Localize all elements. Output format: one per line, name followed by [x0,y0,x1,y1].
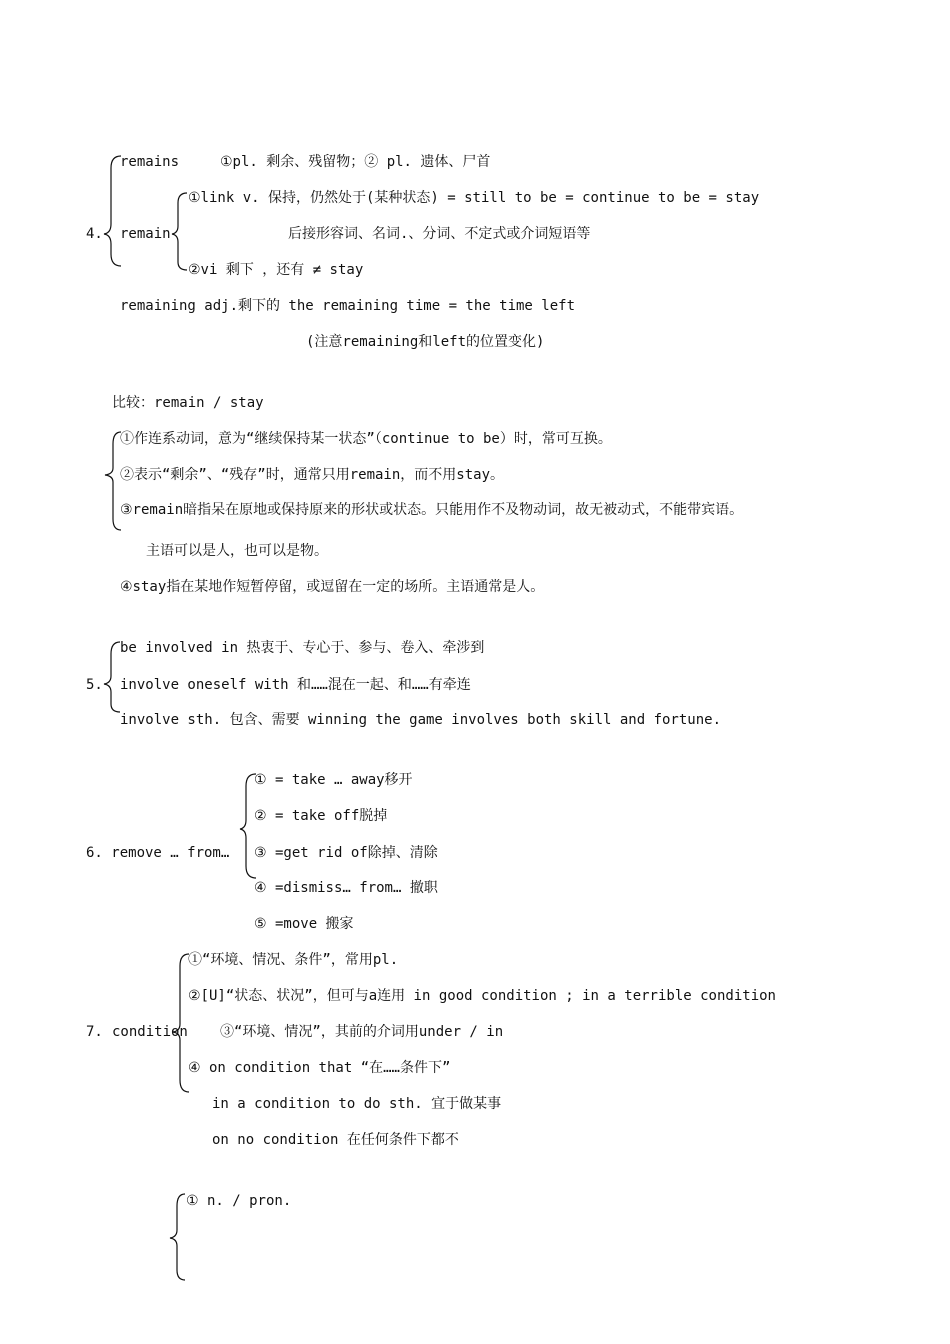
compare-item-4: ④stay指在某地作短暂停留，或逗留在一定的场所。主语通常是人。 [120,579,545,595]
next-item-1: ① n. / pron. [186,1193,292,1209]
compare-item-1: ①作连系动词，意为“继续保持某一状态”（continue to be）时，常可互换。 [120,431,612,447]
condition-item-6: on no condition 在任何条件下都不 [212,1132,459,1148]
word-remains: remains [120,154,180,170]
brace-s5 [104,642,120,712]
brace-s4-inner [172,193,187,270]
brace-s8 [170,1194,185,1280]
section-4-number: 4. [86,226,103,242]
remaining-line: remaining adj.剩下的 the remaining time = the time left [120,298,576,314]
involve-item-1: be involved in 热衷于、专心于、参与、卷入、牵涉到 [120,640,485,656]
brace-s4-outer [104,156,121,266]
brace-compare [105,432,121,530]
condition-item-2: ②[U]“状态、状况”，但可与a连用 in good condition ; in a terrible condition [188,988,776,1004]
word-remain: remain [120,226,171,242]
remove-item-2: ② = take off脱掉 [254,808,388,824]
section-5-number: 5. [86,677,103,693]
compare-item-3-cont: 主语可以是人，也可以是物。 [146,543,328,559]
condition-item-3: ③“环境、情况”，其前的介词用under / in [220,1024,504,1040]
condition-item-4: ④ on condition that “在……条件下” [188,1060,451,1076]
involve-item-3: involve sth. 包含、需要 winning the game involves both skill and fortune. [120,712,722,728]
remaining-note: (注意remaining和left的位置变化) [306,334,545,350]
compare-item-2: ②表示“剩余”、“残存”时，通常只用remain，而不用stay。 [120,467,505,483]
condition-item-1: ①“环境、情况、条件”，常用pl. [188,952,399,968]
remain-link-verb: ①link v. 保持，仍然处于(某种状态) = still to be = continue to be = stay [188,190,760,206]
section-7-number: 7. [86,1024,103,1040]
word-condition: condition [112,1024,188,1040]
condition-item-5: in a condition to do sth. 宜于做某事 [212,1096,502,1112]
remove-item-1: ① = take … away移开 [254,772,413,788]
remove-item-3: ③ =get rid of除掉、清除 [254,845,438,861]
remains-definition: ①pl. 剩余、残留物；② pl. 遗体、尸首 [220,154,491,170]
remain-vi: ②vi 剩下 ，还有 ≠ stay [188,262,364,278]
compare-title: 比较：remain / stay [112,395,264,411]
section-6-head: 6. remove … from… [86,845,230,861]
brace-s6 [240,774,256,878]
compare-item-3: ③remain暗指呆在原地或保持原来的形状或状态。只能用作不及物动词，故无被动式，不能带宾语。 [120,502,744,518]
remove-item-4: ④ =dismiss… from… 撤职 [254,880,438,896]
remain-link-note: 后接形容词、名词.、分词、不定式或介词短语等 [288,226,591,242]
remove-item-5: ⑤ =move 搬家 [254,916,354,932]
involve-item-2: involve oneself with 和……混在一起、和……有牵连 [120,677,471,693]
